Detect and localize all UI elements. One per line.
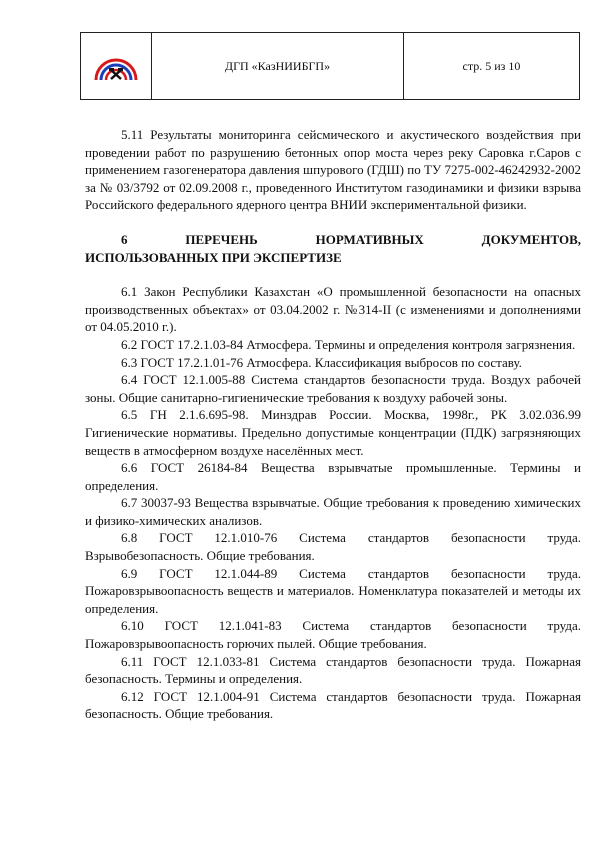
list-item: 6.9 ГОСТ 12.1.044-89 Система стандартов безопасности труда. Пожаровзрывоопасность веществ и материалов. Номенклатура показателей и методы их определения. <box>85 565 581 616</box>
list-item: 6.11 ГОСТ 12.1.033-81 Система стандартов безопасности труда. Пожарная безопасность. Термины и определения. <box>85 653 581 687</box>
section-word-1: ПЕРЕЧЕНЬ <box>185 231 258 247</box>
institute-logo-icon <box>92 50 140 82</box>
section-number: 6 <box>121 231 128 247</box>
list-item: 6.8 ГОСТ 12.1.010-76 Система стандартов безопасности труда. Взрывобезопасность. Общие требования. <box>85 530 581 564</box>
paragraph-5-11: 5.11 Результаты мониторинга сейсмического и акустического воздействия при проведении работ по разрушению бетонных опор моста через реку Саровка г.Саров с применением газогенератора давления шпурового (ГДШ) по ТУ 7275-002-46242932-2002 за № 03/3792 от 02.09.2008 г., проведенного Институтом газодинамики и физики взрыва Российского федерального ядерного центра ВНИИ экспериментальной физики. <box>85 127 581 213</box>
list-item: 6.3 ГОСТ 17.2.1.01-76 Атмосфера. Классификация выбросов по составу. <box>121 354 522 370</box>
list-item: 6.2 ГОСТ 17.2.1.03-84 Атмосфера. Термины и определения контроля загрязнения. <box>121 336 576 352</box>
section-heading <box>85 231 581 249</box>
list-item: 6.5 ГН 2.1.6.695-98. Минздрав России. Москва, 1998г., РК 3.02.036.99 Гигиенические нормативы. Предельно допустимые концентрации (ПДК) загрязняющих веществ в атмосферном воздухе населённых мест. <box>85 407 581 458</box>
list-item: 6.7 30037-93 Вещества взрывчатые. Общие требования к проведению химических и физико-химических анализов. <box>85 495 581 528</box>
page-header <box>80 32 580 100</box>
list-item: 6.12 ГОСТ 12.1.004-91 Система стандартов безопасности труда. Пожарная безопасность. Общие требования. <box>85 688 581 722</box>
list-item: 6.1 Закон Республики Казахстан «О промышленной безопасности на опасных производственных объектах» от 03.04.2002 г. №314-II (с изменениями и дополнениями от 04.05.2010 г.). <box>85 284 581 335</box>
list-item: 6.4 ГОСТ 12.1.005-88 Система стандартов безопасности труда. Воздух рабочей зоны. Общие санитарно-гигиенические требования к воздуху рабочей зоны. <box>85 372 581 405</box>
header-page-number: стр. 5 из 10 <box>462 58 521 73</box>
section-word-3: ДОКУМЕНТОВ, <box>481 231 581 247</box>
section-heading-line2: ИСПОЛЬЗОВАННЫХ ПРИ ЭКСПЕРТИЗЕ <box>85 249 342 265</box>
list-item: 6.10 ГОСТ 12.1.041-83 Система стандартов безопасности труда. Пожаровзрывоопасность горючих пылей. Общие требования. <box>85 618 581 652</box>
section-word-2: НОРМАТИВНЫХ <box>315 231 424 247</box>
header-organization: ДГП «КазНИИБГП» <box>152 33 404 99</box>
logo-cell <box>81 33 152 99</box>
list-item: 6.6 ГОСТ 26184-84 Вещества взрывчатые промышленные. Термины и определения. <box>85 460 581 493</box>
document-body <box>85 126 581 723</box>
